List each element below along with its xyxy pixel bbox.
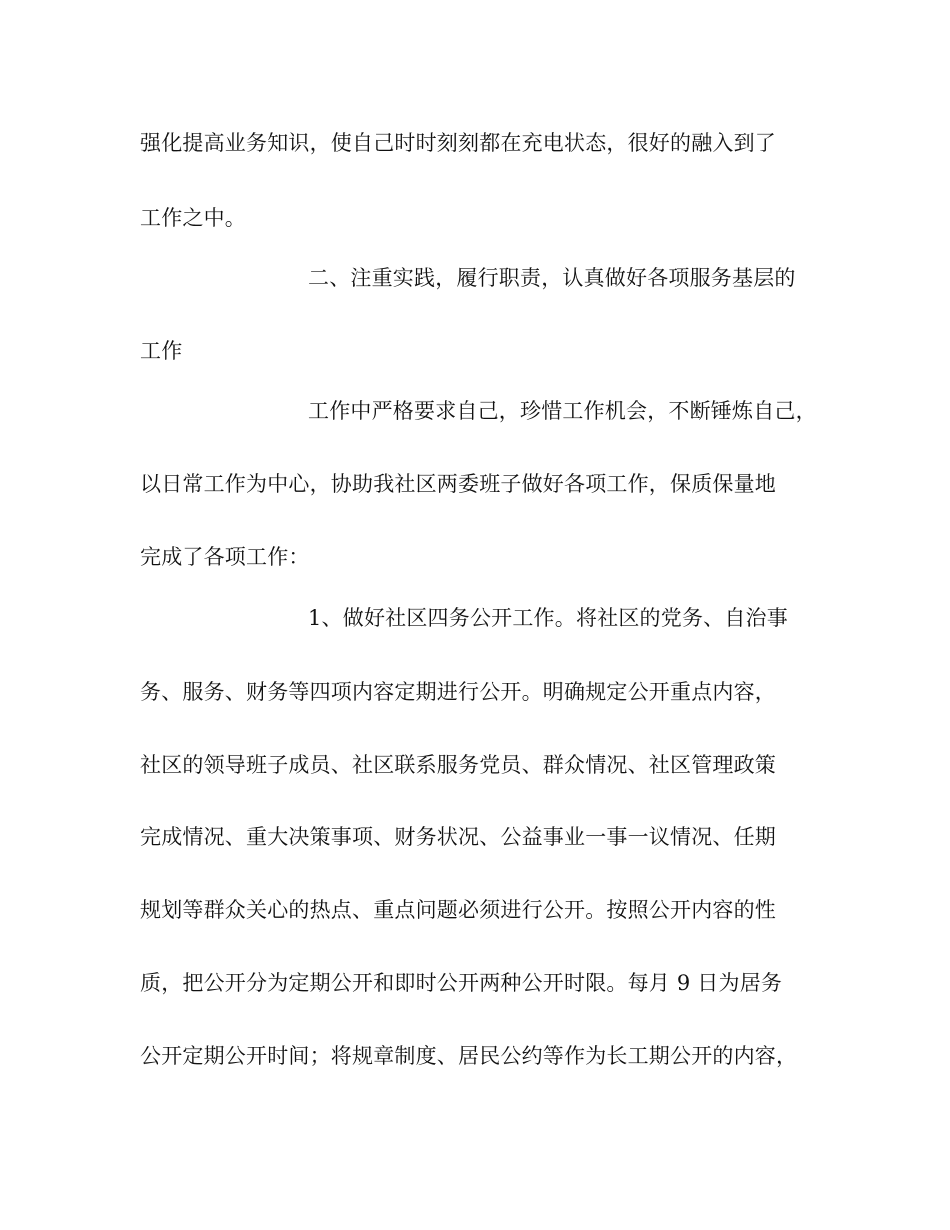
text-line: 强化提高业务知识，使自己时时刻刻都在充电状态，很好的融入到了 bbox=[140, 131, 776, 155]
text-line: 社区的领导班子成员、社区联系服务党员、群众情况、社区管理政策 bbox=[140, 753, 776, 777]
text-line: 完成情况、重大决策事项、财务状况、公益事业一事一议情况、任期 bbox=[140, 825, 776, 849]
text-line: 务、服务、财务等四项内容定期进行公开。明确规定公开重点内容， bbox=[140, 680, 776, 704]
paragraph-first-line: 工作中严格要求自己，珍惜工作机会，不断锤炼自己， bbox=[308, 399, 817, 423]
text-line: 公开定期公开时间；将规章制度、居民公约等作为长工期公开的内容， bbox=[140, 1044, 798, 1068]
text-line: 工作之中。 bbox=[140, 206, 246, 230]
text-line: 以日常工作为中心，协助我社区两委班子做好各项工作，保质保量地 bbox=[140, 472, 776, 496]
section-heading-continuation: 工作 bbox=[140, 339, 183, 363]
paragraph-first-line: 1、做好社区四务公开工作。将社区的党务、自治事 bbox=[308, 606, 788, 630]
text-line: 规划等群众关心的热点、重点问题必须进行公开。按照公开内容的性 bbox=[140, 898, 776, 922]
text-line: 完成了各项工作： bbox=[140, 545, 310, 569]
section-heading: 二、注重实践，履行职责，认真做好各项服务基层的 bbox=[308, 266, 796, 290]
text-line: 质，把公开分为定期公开和即时公开两种公开时限。每月 9 日为居务 bbox=[140, 971, 783, 995]
